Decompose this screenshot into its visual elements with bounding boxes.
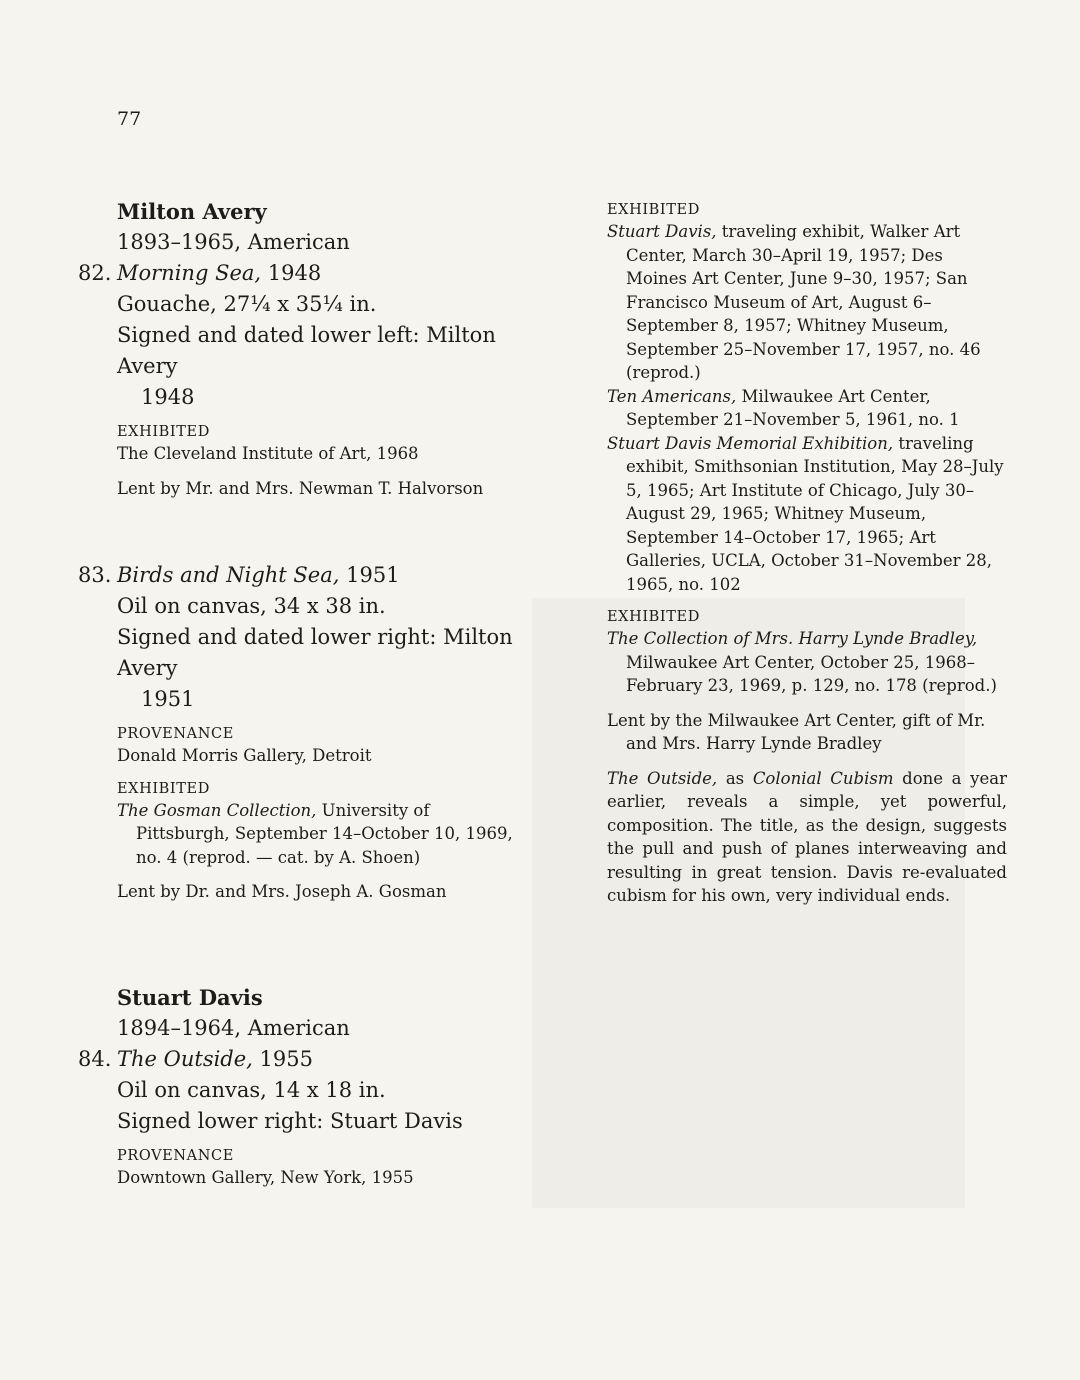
right-column: [607, 200, 1007, 908]
catalog-entry: [78, 560, 518, 591]
exhibition-title: Stuart Davis,: [607, 222, 717, 241]
commentary: [607, 767, 1007, 908]
entry-title-line: [117, 258, 321, 289]
work-medium: Gouache, 27¼ x 35¼ in.: [117, 292, 377, 316]
exhibited-label: EXHIBITED: [117, 424, 210, 440]
lender: Lent by the Milwaukee Art Center, gift of Mr. and Mrs. Harry Lynde Bradley: [607, 710, 986, 753]
exhibition-title: The Collection of Mrs. Harry Lynde Bradley,: [607, 629, 978, 648]
exhibition-details: traveling exhibit, Smithsonian Institution, May 28–July 5, 1965; Art Institute of Chicago, July 30–August 29, 1965; Whitney Museum, September 14–October 17, 1965; Art Galleries, UCLA, October 31–November 28, 1965, no. 102: [626, 433, 1004, 594]
commentary-text: done a year earlier, reveals a simple, yet powerful, composition. The title, as the design, suggests the pull and push of planes interweaving and resulting in great tension. Davis re-evaluated cubism for his own, very individual ends.: [607, 768, 1007, 905]
exhibition-details: Milwaukee Art Center, October 25, 1968–February 23, 1969, p. 129, no. 178 (reprod.): [626, 652, 997, 695]
work-medium: Oil on canvas, 34 x 38 in.: [117, 594, 386, 618]
provenance-label: PROVENANCE: [117, 726, 234, 742]
exhibition-details: traveling exhibit, Walker Art Center, March 30–April 19, 1957; Des Moines Art Center, June 9–30, 1957; San Francisco Museum of Art, August 6–September 8, 1957; Whitney Museum, September 25–November 17, 1957, no. 46 (reprod.): [626, 222, 981, 382]
work-year: 1955: [259, 1046, 313, 1071]
artist-dates: 1894–1964, American: [117, 1015, 350, 1040]
exhibition-title: The Gosman Collection,: [117, 800, 317, 820]
provenance-label: PROVENANCE: [117, 1147, 234, 1164]
provenance: Downtown Gallery, New York, 1955: [117, 1167, 414, 1187]
artist-name: Milton Avery: [117, 199, 267, 224]
left-column: [78, 196, 518, 1189]
exhibition: The Cleveland Institute of Art, 1968: [117, 444, 419, 463]
catalog-entry: [78, 1044, 518, 1075]
exhibition-details: University of Pittsburgh, September 14–October 10, 1969, no. 4 (reprod. — cat. by A. Shoen): [136, 800, 513, 867]
entry-title-line: [117, 560, 400, 591]
work-signature-year: 1951: [141, 687, 195, 711]
exhibited-label: EXHIBITED: [117, 780, 210, 797]
exhibition: [607, 220, 1007, 385]
commentary-text: as: [717, 768, 753, 788]
lender: Lent by Mr. and Mrs. Newman T. Halvorson: [117, 478, 484, 498]
artist-name: Stuart Davis: [117, 984, 263, 1010]
exhibited-label: EXHIBITED: [607, 609, 700, 625]
artist-dates: 1893–1965, American: [117, 230, 350, 254]
commentary-title: Colonial Cubism: [752, 768, 894, 788]
work-signature: Signed and dated lower left: Milton Avery: [117, 323, 496, 378]
entry-number: 82.: [78, 261, 112, 285]
work-signature: Signed lower right: Stuart Davis: [117, 1108, 463, 1133]
exhibition: [607, 627, 1007, 698]
entry-number: 83.: [78, 563, 112, 587]
entry-number: 84.: [78, 1046, 112, 1071]
exhibition: [78, 799, 518, 870]
work-signature: Signed and dated lower right: Milton Avery: [117, 625, 513, 680]
exhibition-details: Milwaukee Art Center, September 21–November 5, 1961, no. 1: [626, 386, 960, 429]
exhibition: [607, 432, 1007, 597]
entry-title-line: [117, 1044, 313, 1075]
exhibited-label: EXHIBITED: [607, 202, 700, 218]
catalog-entry: [78, 258, 518, 289]
work-year: 1948: [267, 261, 322, 285]
work-title: Morning Sea,: [117, 261, 262, 285]
work-year: 1951: [346, 563, 400, 587]
work-medium: Oil on canvas, 14 x 18 in.: [117, 1077, 386, 1102]
provenance: Donald Morris Gallery, Detroit: [117, 746, 372, 765]
lender: Lent by Dr. and Mrs. Joseph A. Gosman: [117, 882, 447, 901]
exhibition-title: Ten Americans,: [607, 386, 737, 406]
commentary-title: The Outside,: [607, 768, 718, 788]
page-number: 77: [117, 108, 142, 130]
exhibition: [607, 385, 1007, 432]
work-title: Birds and Night Sea,: [117, 563, 340, 587]
work-title: The Outside,: [117, 1046, 253, 1071]
exhibition-title: Stuart Davis Memorial Exhibition,: [607, 433, 894, 453]
work-signature-year: 1948: [141, 385, 195, 409]
